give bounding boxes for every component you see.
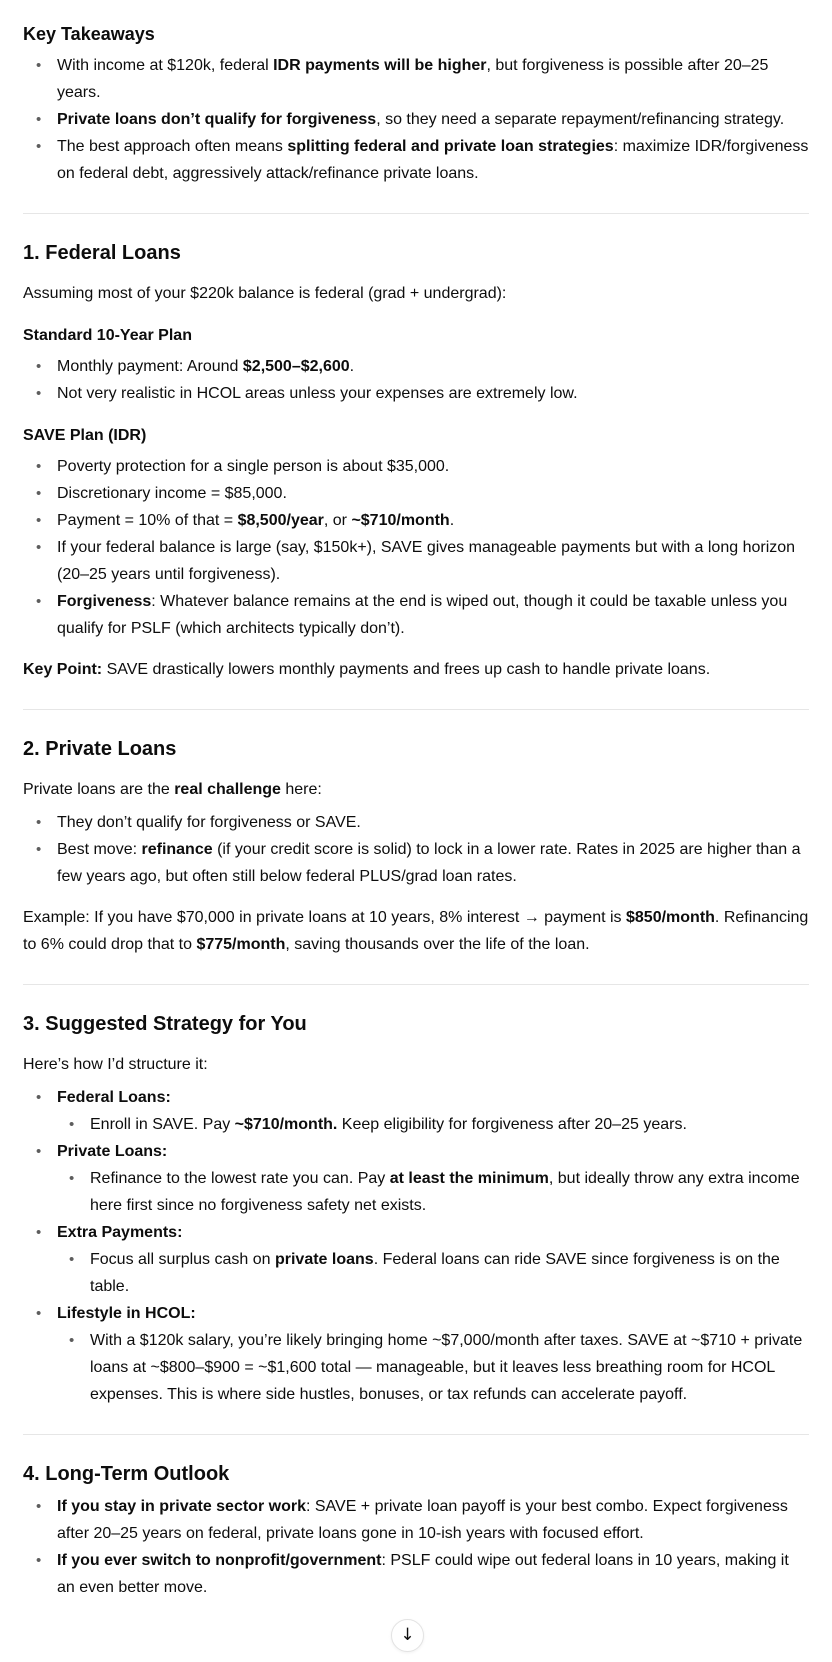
bold-text: splitting federal and private loan strategies xyxy=(287,138,614,155)
text: : maximize IDR/forgiveness on federal debt, aggressively attack/refinance private loans. xyxy=(57,138,809,182)
bullet-list xyxy=(23,809,809,890)
scroll-to-bottom-button[interactable] xyxy=(391,1619,424,1652)
bold-text: private loans xyxy=(274,1251,374,1268)
section-heading: 4. Long-Term Outlook xyxy=(23,1463,230,1485)
nested-bullet-list xyxy=(57,1165,809,1219)
section-heading: 3. Suggested Strategy for You xyxy=(23,1013,307,1035)
divider xyxy=(23,709,809,710)
list-item xyxy=(23,809,809,836)
list-item xyxy=(23,1219,809,1300)
bold-text: Extra Payments: xyxy=(57,1224,183,1241)
text: Best move: xyxy=(57,841,142,858)
list-item xyxy=(23,1138,809,1219)
bold-text: real challenge xyxy=(174,781,281,798)
text: Enroll in SAVE. Pay xyxy=(90,1116,235,1133)
divider xyxy=(23,1434,809,1435)
text: . xyxy=(449,512,455,529)
list-item xyxy=(23,133,809,187)
bullet-list xyxy=(23,1084,809,1408)
text: Focus all surplus cash on xyxy=(90,1251,275,1268)
section-heading: 1. Federal Loans xyxy=(23,242,181,264)
divider xyxy=(23,984,809,985)
paragraph xyxy=(23,904,809,958)
bold-text: at least the minimum xyxy=(389,1170,549,1187)
bold-text: If you stay in private sector work xyxy=(57,1498,306,1515)
text: : SAVE + private loan payoff is your best combo. Expect forgiveness after 20–25 years on federal, private loans gone in 10-ish years with focused effort. xyxy=(57,1498,788,1542)
text: Refinance to the lowest rate you can. Pay xyxy=(90,1170,390,1187)
list-item xyxy=(23,353,809,380)
bold-text: Key Point: xyxy=(23,661,103,678)
text: here: xyxy=(280,781,322,798)
bold-text: Federal Loans: xyxy=(57,1089,171,1106)
text: If your federal balance is large (say, $150k+), SAVE gives manageable payments but with a long horizon (20–25 years until forgiveness). xyxy=(57,539,796,583)
bold-text: $850/month xyxy=(626,909,715,926)
text: The best approach often means xyxy=(57,138,288,155)
text: , but forgiveness is possible after 20–25 years. xyxy=(57,57,769,101)
nested-bullet-list xyxy=(57,1327,809,1408)
subsection-heading: Key Takeaways xyxy=(23,24,155,44)
paragraph xyxy=(23,776,809,803)
text: SAVE drastically lowers monthly payments and frees up cash to handle private loans. xyxy=(102,661,711,678)
text: Keep eligibility for forgiveness after 20–25 years. xyxy=(337,1116,687,1133)
text: . Federal loans can ride SAVE since forgiveness is on the table. xyxy=(90,1251,780,1295)
text: , or xyxy=(323,512,352,529)
bold-text: $775/month xyxy=(196,936,286,953)
text: Assuming most of your $220k balance is federal (grad + undergrad): xyxy=(23,285,507,302)
sub-heading: Standard 10-Year Plan xyxy=(23,327,192,344)
bullet-list xyxy=(23,52,809,187)
bullet-list xyxy=(23,353,809,407)
text: Poverty protection for a single person is about $35,000. xyxy=(57,458,450,475)
text: Here’s how I’d structure it: xyxy=(23,1056,208,1073)
text: , saving thousands over the life of the loan. xyxy=(285,936,590,953)
bold-text: ~$710/month. xyxy=(234,1116,338,1133)
bold-text: ~$710/month xyxy=(351,512,450,529)
list-item xyxy=(23,380,809,407)
list-item xyxy=(23,1084,809,1138)
list-item xyxy=(57,1327,809,1408)
nested-bullet-list xyxy=(57,1111,809,1138)
list-item xyxy=(23,106,809,133)
bold-text: Private Loans: xyxy=(57,1143,168,1160)
list-item xyxy=(23,836,809,890)
list-item xyxy=(23,588,809,642)
bold-text: Private loans don’t qualify for forgiveness xyxy=(57,111,377,128)
list-item xyxy=(23,507,809,534)
text: They don’t qualify for forgiveness or SAVE. xyxy=(57,814,361,831)
bold-text: refinance xyxy=(141,841,213,858)
paragraph xyxy=(23,1051,809,1078)
list-item xyxy=(23,480,809,507)
list-item xyxy=(57,1111,809,1138)
divider xyxy=(23,213,809,214)
bold-text: $8,500/year xyxy=(237,512,324,529)
text: Payment = 10% of that = xyxy=(57,512,238,529)
section-heading: 2. Private Loans xyxy=(23,738,177,760)
bold-text: If you ever switch to nonprofit/government xyxy=(57,1552,382,1569)
sub-heading: SAVE Plan (IDR) xyxy=(23,427,147,444)
list-item xyxy=(57,1165,809,1219)
text: : PSLF could wipe out federal loans in 10 years, making it an even better move. xyxy=(57,1552,789,1596)
bold-text: Lifestyle in HCOL: xyxy=(57,1305,196,1322)
list-item xyxy=(23,52,809,106)
text: (if your credit score is solid) to lock in a lower rate. Rates in 2025 are higher than a few years ago, but often still below federal PLUS/grad loan rates. xyxy=(57,841,801,885)
list-item xyxy=(23,453,809,480)
list-item xyxy=(23,1300,809,1408)
list-item xyxy=(23,534,809,588)
arrow-down-icon: ↓ xyxy=(400,1625,415,1645)
list-item xyxy=(23,1547,809,1601)
text: Discretionary income = $85,000. xyxy=(57,485,287,502)
bullet-list xyxy=(23,1493,809,1601)
text: . Refinancing to 6% could drop that to xyxy=(23,909,809,953)
text: , but ideally throw any extra income here first since no forgiveness safety net exists. xyxy=(90,1170,800,1214)
text: With income at $120k, federal xyxy=(57,57,274,74)
text: With a $120k salary, you’re likely bringing home ~$7,000/month after taxes. SAVE at ~$710 + private loans at ~$800–$900 = ~$1,600 total — manageable, but it leaves less breathing room for HCOL expenses. This is where side hustles, bonuses, or tax refunds can accelerate payoff. xyxy=(90,1332,803,1403)
text: Private loans are the xyxy=(23,781,175,798)
text: . xyxy=(349,358,355,375)
text: Not very realistic in HCOL areas unless your expenses are extremely low. xyxy=(57,385,578,402)
bold-text: $2,500–$2,600 xyxy=(242,358,350,375)
text: Monthly payment: Around xyxy=(57,358,243,375)
bold-text: Forgiveness xyxy=(57,593,152,610)
paragraph xyxy=(23,656,809,683)
nested-bullet-list xyxy=(57,1246,809,1300)
text: Example: If you have $70,000 in private loans at 10 years, 8% interest → payment is xyxy=(23,909,626,926)
text: , so they need a separate repayment/refinancing strategy. xyxy=(376,111,785,128)
list-item xyxy=(23,1493,809,1547)
bullet-list xyxy=(23,453,809,642)
list-item xyxy=(57,1246,809,1300)
bold-text: IDR payments will be higher xyxy=(273,57,487,74)
paragraph xyxy=(23,280,809,307)
text: : Whatever balance remains at the end is wiped out, though it could be taxable unless you qualify for PSLF (which architects typically don’t). xyxy=(57,593,788,637)
